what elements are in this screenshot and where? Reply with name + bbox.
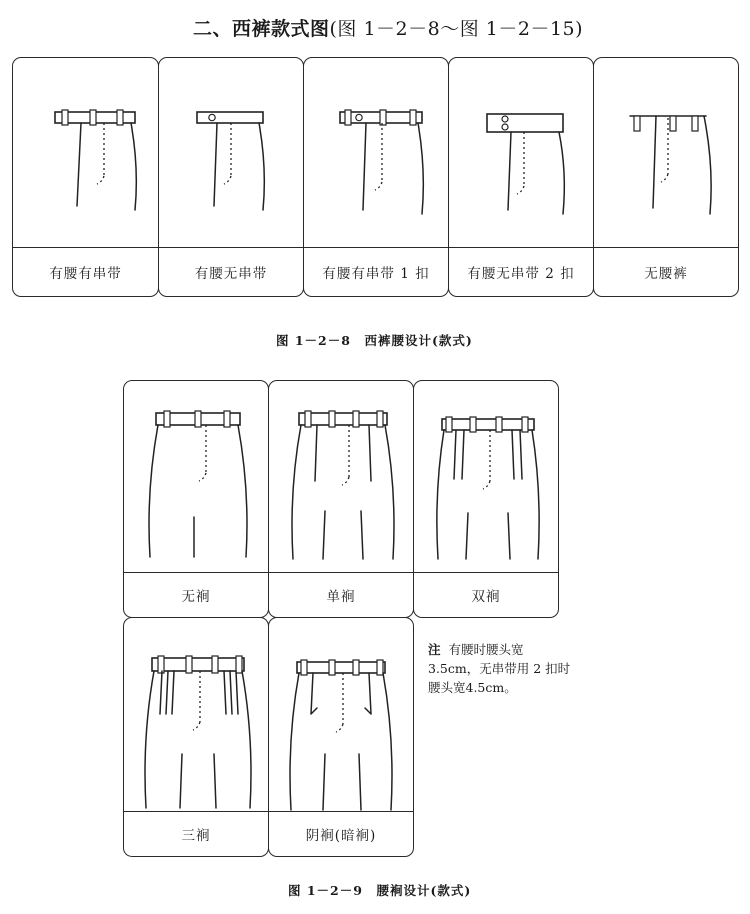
waist-style-drawing-4 — [449, 58, 594, 258]
waist-style-card-5 — [593, 57, 739, 297]
pleat-style-drawing-5 — [269, 618, 414, 818]
pleat-style-card-5 — [268, 617, 414, 857]
note-text: 有腰时腰头宽 3.5cm，无串带用 2 扣时腰头宽4.5cm。 — [428, 642, 571, 695]
waist-style-drawing-3 — [304, 58, 449, 258]
note-block — [428, 640, 573, 697]
pleat-style-drawing-1 — [124, 381, 269, 579]
waist-style-label-4: 有腰无串带 2 扣 — [449, 247, 593, 296]
pleat-style-label-1: 无裥 — [124, 572, 268, 617]
pleat-style-card-3 — [413, 380, 559, 618]
pleat-style-drawing-3 — [414, 381, 559, 579]
waist-style-label-5: 无腰裤 — [594, 247, 738, 296]
section-heading-main: 二、西裤款式图 — [193, 18, 330, 40]
waist-style-drawing-5 — [594, 58, 739, 258]
waist-style-label-3: 有腰有串带 1 扣 — [304, 247, 448, 296]
pleat-style-card-2 — [268, 380, 414, 618]
note-key: 注 — [428, 642, 441, 657]
waist-style-drawing-1 — [13, 58, 159, 258]
pleat-style-drawing-2 — [269, 381, 414, 579]
waist-style-card-4 — [448, 57, 594, 297]
pleat-style-card-4 — [123, 617, 269, 857]
waist-style-label-1: 有腰有串带 — [13, 247, 158, 296]
section-heading-range: (图 1－2－8～图 1－2－15) — [329, 18, 584, 40]
pleat-style-label-2: 单裥 — [269, 572, 413, 617]
section-heading — [193, 14, 583, 41]
pleat-style-label-3: 双裥 — [414, 572, 558, 617]
figure-caption-1-2-9: 图 1－2－9 腰裥设计(款式) — [288, 883, 472, 898]
waist-style-drawing-2 — [159, 58, 304, 258]
pleat-style-card-1 — [123, 380, 269, 618]
waist-style-card-2 — [158, 57, 304, 297]
pleat-style-drawing-4 — [124, 618, 269, 818]
waist-style-card-3 — [303, 57, 449, 297]
waist-style-card-1 — [12, 57, 159, 297]
figure-caption-1-2-8: 图 1－2－8 西裤腰设计(款式) — [276, 333, 473, 348]
pleat-style-label-5: 阴裥(暗裥) — [269, 811, 413, 856]
pleat-style-label-4: 三裥 — [124, 811, 268, 856]
waist-style-label-2: 有腰无串带 — [159, 247, 303, 296]
